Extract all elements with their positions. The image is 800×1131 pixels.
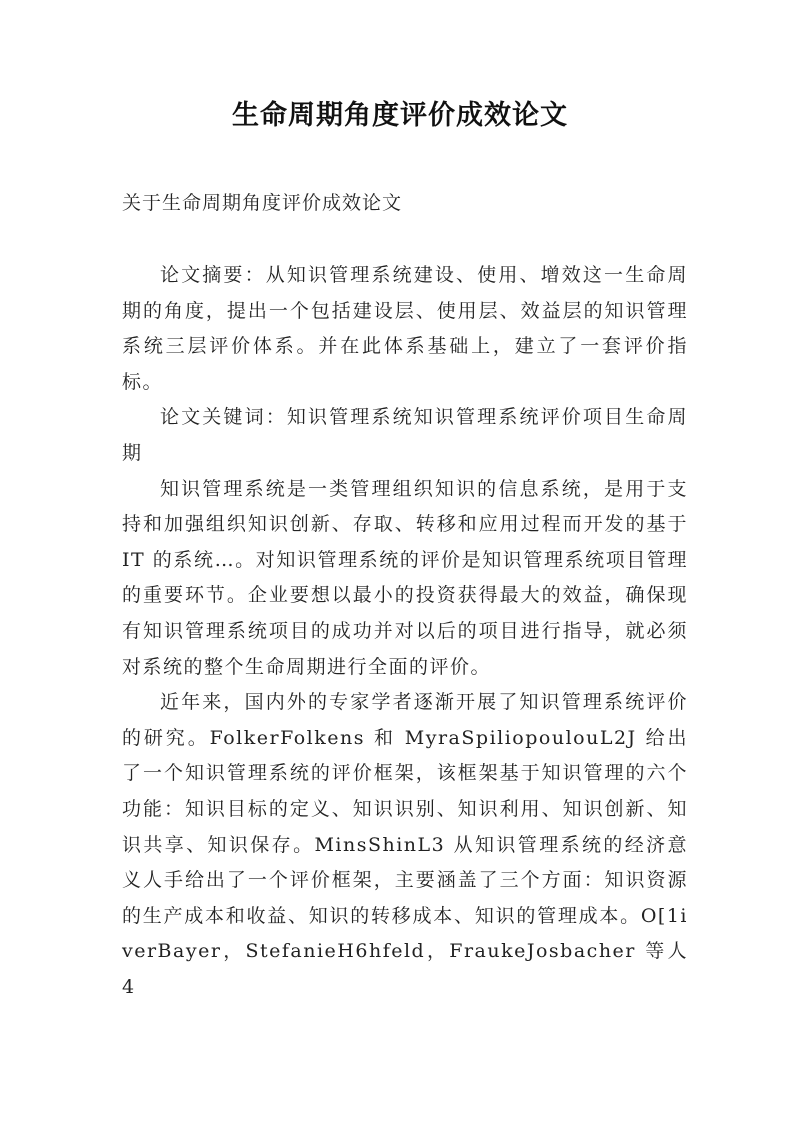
abstract-paragraph: 论文摘要：从知识管理系统建设、使用、增效这一生命周期的角度，提出一个包括建设层、使用层、效益层的知识管理系统三层评价体系。并在此体系基础上，建立了一套评价指标。 (122, 264, 688, 393)
body-paragraph: 知识管理系统是一类管理组织知识的信息系统，是用于支持和加强组织知识创新、存取、转移和应用过程而开发的基于 IT 的系统…。对知识管理系统的评价是知识管理系统项目管理的重要环节。企业要想以最小的投资获得最大的效益，确保现有知识管理系统项目的成功并对以后的项目进行指导，就必须对系统的整个生命周期进行全面的评价。 (122, 477, 688, 678)
document-title: 生命周期角度评价成效论文 (232, 100, 568, 131)
document-body (122, 258, 688, 1005)
keywords-paragraph: 论文关键词：知识管理系统知识管理系统评价项目生命周期 (122, 406, 688, 464)
body-paragraph: 近年来，国内外的专家学者逐渐开展了知识管理系统评价的研究。FolkerFolkens 和 MyraSpiliopoulouL2J 给出了一个知识管理系统的评价框架，该框架基于知识管理的六个功能：知识目标的定义、知识识别、知识利用、知识创新、知识共享、知识保存。MinsShinL3 从知识管理系统的经济意义人手给出了一个评价框架，主要涵盖了三个方面：知识资源的生产成本和收益、知识的转移成本、知识的管理成本。O[1iverBayer，StefanieH6hfeld，FraukeJosbacher 等人 4 (122, 691, 688, 998)
document-subtitle: 关于生命周期角度评价成效论文 (122, 192, 403, 214)
